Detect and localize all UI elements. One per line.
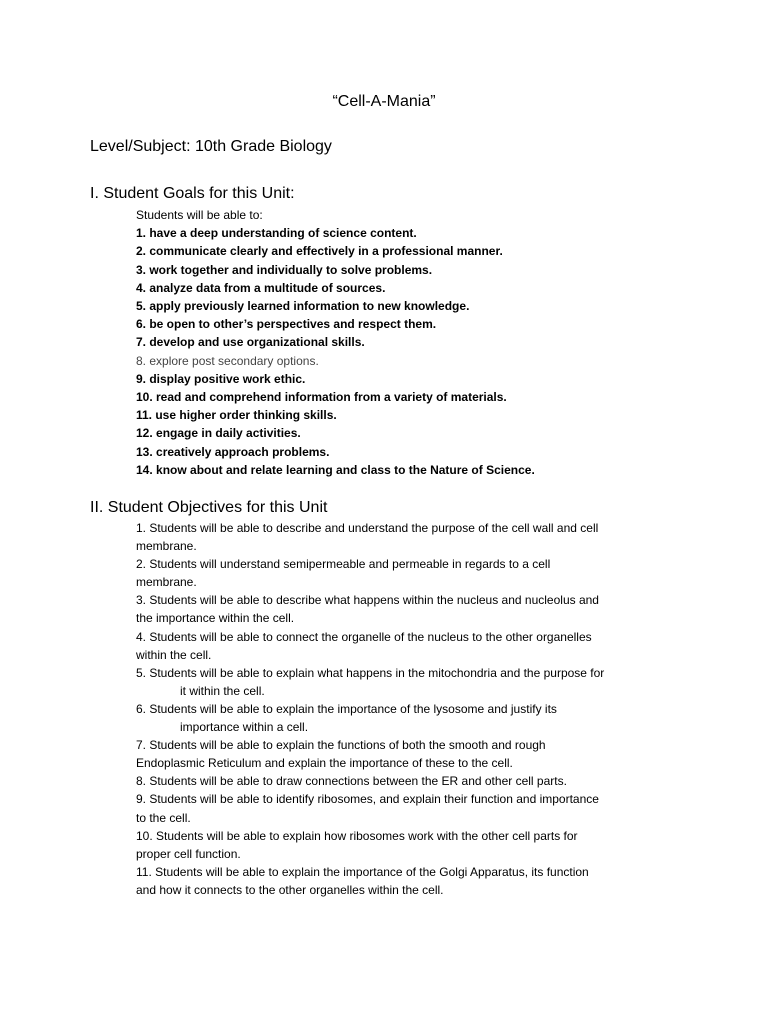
goal-item: 6. be open to other’s perspectives and respect them. — [136, 317, 437, 332]
objective-line: proper cell function. — [136, 846, 241, 861]
objective-item — [136, 519, 681, 555]
objective-line: within the cell. — [136, 647, 212, 662]
document-title: “Cell-A-Mania” — [332, 93, 436, 110]
objective-line: 10. Students will be able to explain how ribosomes work with the other cell parts for — [136, 828, 578, 843]
objective-item — [136, 700, 681, 736]
objective-line: 1. Students will be able to describe and understand the purpose of the cell wall and cell — [136, 521, 599, 535]
objective-item — [136, 827, 681, 863]
level-subject: Level/Subject: 10th Grade Biology — [90, 138, 332, 155]
goal-item: 2. communicate clearly and effectively in a professional manner. — [136, 244, 503, 259]
goal-item: 5. apply previously learned information to new knowledge. — [136, 299, 470, 314]
objective-line: membrane. — [136, 575, 197, 590]
objective-item — [136, 863, 681, 899]
objective-line: 9. Students will be able to identify ribosomes, and explain their function and importance — [136, 792, 599, 807]
objective-line: Endoplasmic Reticulum and explain the importance of these to the cell. — [136, 756, 513, 771]
objective-line: to the cell. — [136, 810, 191, 825]
goals-intro: Students will be able to: — [136, 208, 263, 222]
objective-item — [136, 555, 681, 591]
goal-item: 1. have a deep understanding of science content. — [136, 226, 417, 241]
objective-item — [136, 772, 681, 790]
goal-item: 9. display positive work ethic. — [136, 371, 306, 386]
objective-item — [136, 628, 681, 664]
goal-item: 7. develop and use organizational skills. — [136, 335, 365, 350]
goals-heading: I. Student Goals for this Unit: — [90, 185, 295, 202]
goal-item: 14. know about and relate learning and class to the Nature of Science. — [136, 462, 535, 477]
goals-list — [136, 206, 736, 479]
objective-line: 7. Students will be able to explain the functions of both the smooth and rough — [136, 738, 546, 753]
objective-line: 5. Students will be able to explain what happens in the mitochondria and the purpose for — [136, 665, 605, 680]
objectives-list — [136, 519, 681, 899]
objective-item — [136, 736, 681, 772]
objective-line: membrane. — [136, 539, 197, 554]
objective-line: importance within a cell. — [180, 720, 309, 735]
objective-line: 3. Students will be able to describe what happens within the nucleus and nucleolus and — [136, 593, 599, 608]
goal-item: 4. analyze data from a multitude of sources. — [136, 280, 386, 295]
objective-line: 8. Students will be able to draw connections between the ER and other cell parts. — [136, 774, 567, 789]
goal-item: 11. use higher order thinking skills. — [136, 408, 337, 423]
goal-item: 13. creatively approach problems. — [136, 444, 330, 459]
objective-line: 2. Students will understand semipermeable and permeable in regards to a cell — [136, 557, 551, 572]
objective-line: 4. Students will be able to connect the organelle of the nucleus to the other organelles — [136, 629, 592, 644]
goal-item: 10. read and comprehend information from a variety of materials. — [136, 390, 507, 405]
objectives-heading: II. Student Objectives for this Unit — [90, 499, 328, 516]
objective-line: 6. Students will be able to explain the importance of the lysosome and justify its — [136, 701, 557, 716]
objective-line: and how it connects to the other organelles within the cell. — [136, 882, 444, 897]
goal-item: 3. work together and individually to solve problems. — [136, 262, 433, 277]
objective-item — [136, 790, 681, 826]
objective-line: it within the cell. — [180, 683, 265, 698]
objective-item — [136, 664, 681, 700]
goal-item: 12. engage in daily activities. — [136, 426, 301, 441]
goal-item: 8. explore post secondary options. — [136, 353, 319, 368]
objective-line: the importance within the cell. — [136, 611, 295, 626]
objective-item — [136, 591, 681, 627]
objective-line: 11. Students will be able to explain the importance of the Golgi Apparatus, its function — [136, 864, 589, 879]
